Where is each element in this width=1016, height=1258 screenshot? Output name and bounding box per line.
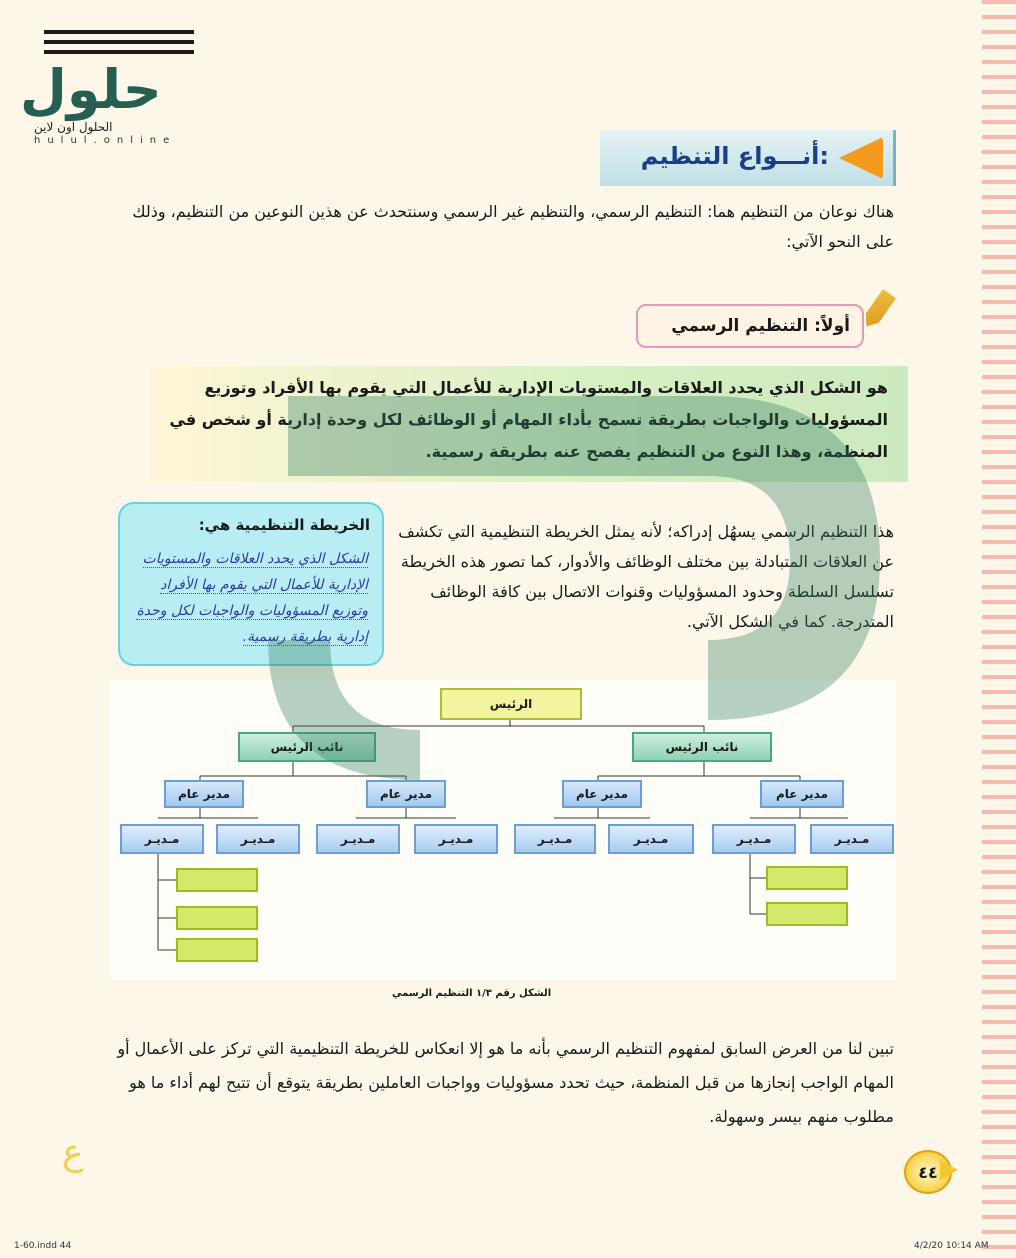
logo-lines — [14, 30, 214, 54]
chart-node-manager: مـديـر — [316, 824, 400, 854]
figure-caption: الشكل رقم ١/٣ التنظيم الرسمي — [392, 988, 552, 999]
footer-date: 4/2/20 10:14 AM — [914, 1241, 989, 1251]
chart-node-president: الرئيس — [440, 688, 582, 720]
subhead-box — [636, 304, 864, 348]
chart-node-empty — [176, 868, 258, 892]
site-logo — [14, 8, 214, 148]
conclusion-paragraph: تبين لنا من العرض السابق لمفهوم التنظيم الرسمي بأنه ما هو إلا انعكاس للخريطة التنظيمية التي تركز على الأعمال أو المهام الواجب إنجازها من قبل المنظمة، حيث تحدد مسؤوليات وواجبات العاملين بطريقة يتوقع أن تتيح لهم أداء ما هو مطلوب منهم بيسر وسهولة. — [117, 1039, 894, 1126]
orange-arrow-icon — [839, 137, 883, 179]
chart-node-manager: مـديـر — [712, 824, 796, 854]
page-edge-stripes — [982, 0, 1016, 1258]
intro-paragraph: هناك نوعان من التنظيم هما: التنظيم الرسمي، والتنظيم غير الرسمي وسنتحدث عن هذين النوعين من التنظيم، وذلك على النحو الآتي: — [132, 202, 894, 251]
section-title: أنـــواع التنظيم: — [640, 142, 829, 170]
chart-node-general-manager: مدير عام — [760, 780, 844, 808]
chart-node-vice-president: نائب الرئيس — [238, 732, 376, 762]
chart-node-empty — [766, 866, 848, 890]
chart-node-vice-president: نائب الرئيس — [632, 732, 772, 762]
chart-node-empty — [766, 902, 848, 926]
chart-node-manager: مـديـر — [608, 824, 694, 854]
chart-node-manager: مـديـر — [514, 824, 596, 854]
org-chart — [110, 680, 896, 980]
org-map-definition-box — [118, 502, 384, 666]
corner-logo-icon: ﻉ — [62, 1132, 84, 1173]
subhead-title: أولاً: التنظيم الرسمي — [671, 316, 850, 336]
definition-paragraph: هو الشكل الذي يحدد العلاقات والمستويات الإدارية للأعمال التي يقوم بها الأفراد وتوزيع المسؤوليات والواجبات بطريقة تسمح بأداء المهام أو الوظائف لكل وحدة إدارية أو شخص في المنظمة، وهذا النوع من التنظيم يفصح عنه بطريقة رسمية. — [169, 378, 888, 461]
page-number: ٤٤ — [904, 1150, 952, 1194]
chart-node-empty — [176, 906, 258, 930]
chart-node-manager: مـديـر — [120, 824, 204, 854]
chart-node-empty — [176, 938, 258, 962]
side-box-body: الشكل الذي يحدد العلاقات والمستويات الإدارية للأعمال التي يقوم بها الأفراد وتوزيع المسؤوليات والواجبات لكل وحدة إدارية بطريقة رسمية. — [136, 551, 368, 645]
side-box-text — [134, 546, 368, 650]
footer-file: 1-60.indd 44 — [14, 1241, 72, 1251]
logo-subtitle: الحلول اون لاين — [34, 120, 113, 134]
side-box-heading: الخريطة التنظيمية هي: — [198, 516, 370, 534]
logo-latin: hulul.online — [34, 135, 177, 146]
chart-node-general-manager: مدير عام — [562, 780, 642, 808]
chart-node-manager: مـديـر — [216, 824, 300, 854]
org-map-paragraph: هذا التنظيم الرسمي يسهُل إدراكه؛ لأنه يمثل الخريطة التنظيمية التي تكشف عن العلاقات المتبادلة بين مختلف الوظائف والأدوار، كما تصور هذه الخريطة تسلسل السلطة وحدود المسؤوليات وقنوات الاتصال بين كافة الوظائف المتدرجة. كما في الشكل الآتي. — [398, 522, 894, 631]
chart-node-manager: مـديـر — [810, 824, 894, 854]
logo-arabic: حلول — [20, 58, 162, 121]
section-title-banner — [600, 130, 896, 186]
chart-node-manager: مـديـر — [414, 824, 498, 854]
chart-node-general-manager: مدير عام — [164, 780, 244, 808]
chart-node-general-manager: مدير عام — [366, 780, 446, 808]
